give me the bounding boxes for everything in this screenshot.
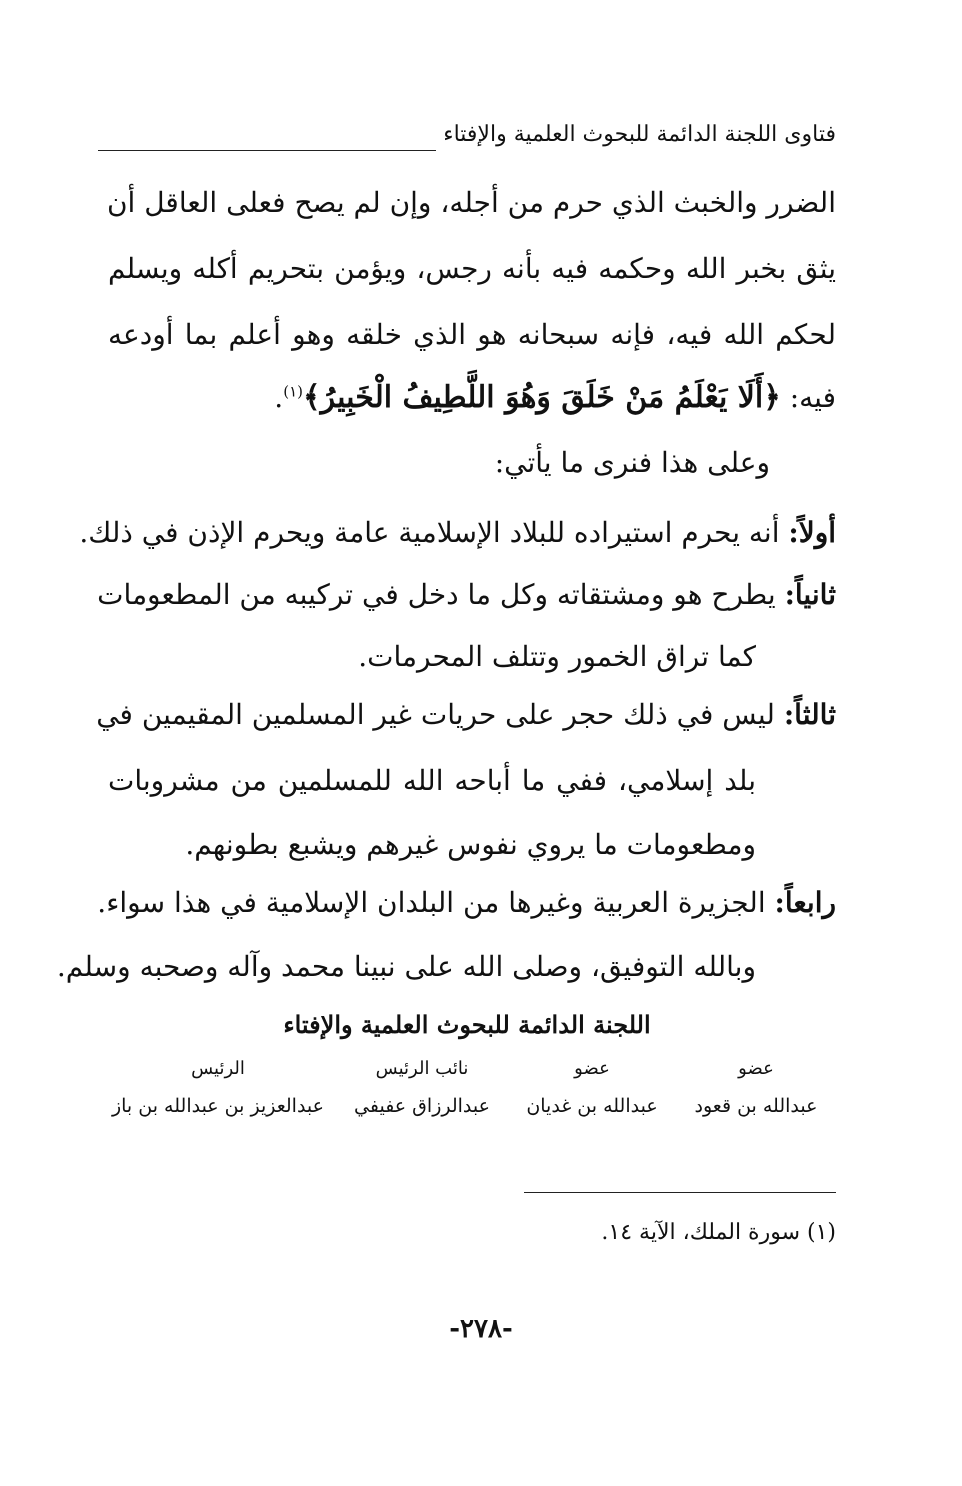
item-text: ليس في ذلك حجر على حريات غير المسلمين المقيمين في xyxy=(96,698,775,731)
closing-line: وبالله التوفيق، وصلى الله على نبينا محمد وآله وصحبه وسلم. xyxy=(56,950,756,983)
running-header xyxy=(98,118,836,158)
signature-name: عبدالله بن قعود xyxy=(694,1095,818,1117)
list-item-2 xyxy=(97,578,836,611)
header-title: فتاوى اللجنة الدائمة للبحوث العلمية والإفتاء xyxy=(443,122,836,147)
item-text: الجزيرة العربية وغيرها من البلدان الإسلامية في هذا سواء. xyxy=(97,886,766,919)
list-item-3-cont: ومطعومات ما يروي نفوس غيرهم ويشبع بطونهم. xyxy=(185,828,756,861)
list-item-2-cont: كما تراق الخمور وتتلف المحرمات. xyxy=(358,640,756,673)
signature-vice-president xyxy=(342,1058,502,1117)
quran-verse: ﴿أَلَا يَعْلَمُ مَنْ خَلَقَ وَهُوَ اللَّطِيفُ الْخَبِيرُ﴾ xyxy=(302,380,781,415)
footnote: (١) سورة الملك، الآية ١٤. xyxy=(601,1220,836,1245)
signature-role: الرئيس xyxy=(191,1058,245,1079)
footnote-rule xyxy=(524,1192,836,1193)
verse-suffix: . xyxy=(274,381,284,414)
verse-prefix: فيه: xyxy=(789,381,836,414)
signature-name: عبدالعزيز بن عبدالله بن باز xyxy=(111,1095,325,1117)
item-label: أولاً: xyxy=(788,516,836,549)
item-label: ثانياً: xyxy=(784,578,836,611)
paragraph-line-with-verse xyxy=(274,380,836,415)
item-text: أنه يحرم استيراده للبلاد الإسلامية عامة ويحرم الإذن في ذلك. xyxy=(79,516,780,549)
intro-line: وعلى هذا فنرى ما يأتي: xyxy=(494,446,770,479)
page-number: -٢٧٨- xyxy=(449,1314,513,1344)
paragraph-line: لحكم الله فيه، فإنه سبحانه هو الذي خلقه وهو أعلم بما أودعه xyxy=(108,318,836,351)
signature-name: عبدالله بن غديان xyxy=(526,1095,658,1117)
header-rule xyxy=(98,150,436,151)
signature-role: عضو xyxy=(738,1058,774,1079)
signature-name: عبدالرزاق عفيفي xyxy=(354,1095,490,1117)
signature-role: عضو xyxy=(574,1058,610,1079)
signature-role: نائب الرئيس xyxy=(375,1058,469,1079)
signatures xyxy=(98,1058,836,1138)
paragraph-line: الضرر والخبث الذي حرم من أجله، وإن لم يصح فعلى العاقل أن xyxy=(106,186,836,219)
signature-president xyxy=(98,1058,338,1117)
signature-member-1 xyxy=(676,1058,836,1117)
list-item-4 xyxy=(97,886,836,919)
item-label: ثالثاً: xyxy=(783,698,836,731)
list-item-1 xyxy=(79,516,836,549)
item-label: رابعاً: xyxy=(774,886,836,919)
list-item-3-cont: بلد إسلامي، ففي ما أباحه الله للمسلمين من مشروبات xyxy=(108,764,756,797)
paragraph-line: يثق بخبر الله وحكمه فيه بأنه رجس، ويؤمن بتحريم أكله ويسلم xyxy=(108,252,836,285)
list-item-3 xyxy=(96,698,836,731)
signature-member-2 xyxy=(512,1058,672,1117)
item-text: يطرح هو ومشتقاته وكل ما دخل في تركيبه من المطعومات xyxy=(97,578,776,611)
footnote-marker: (١) xyxy=(283,382,303,401)
committee-title: اللجنة الدائمة للبحوث العلمية والإفتاء xyxy=(283,1010,651,1039)
